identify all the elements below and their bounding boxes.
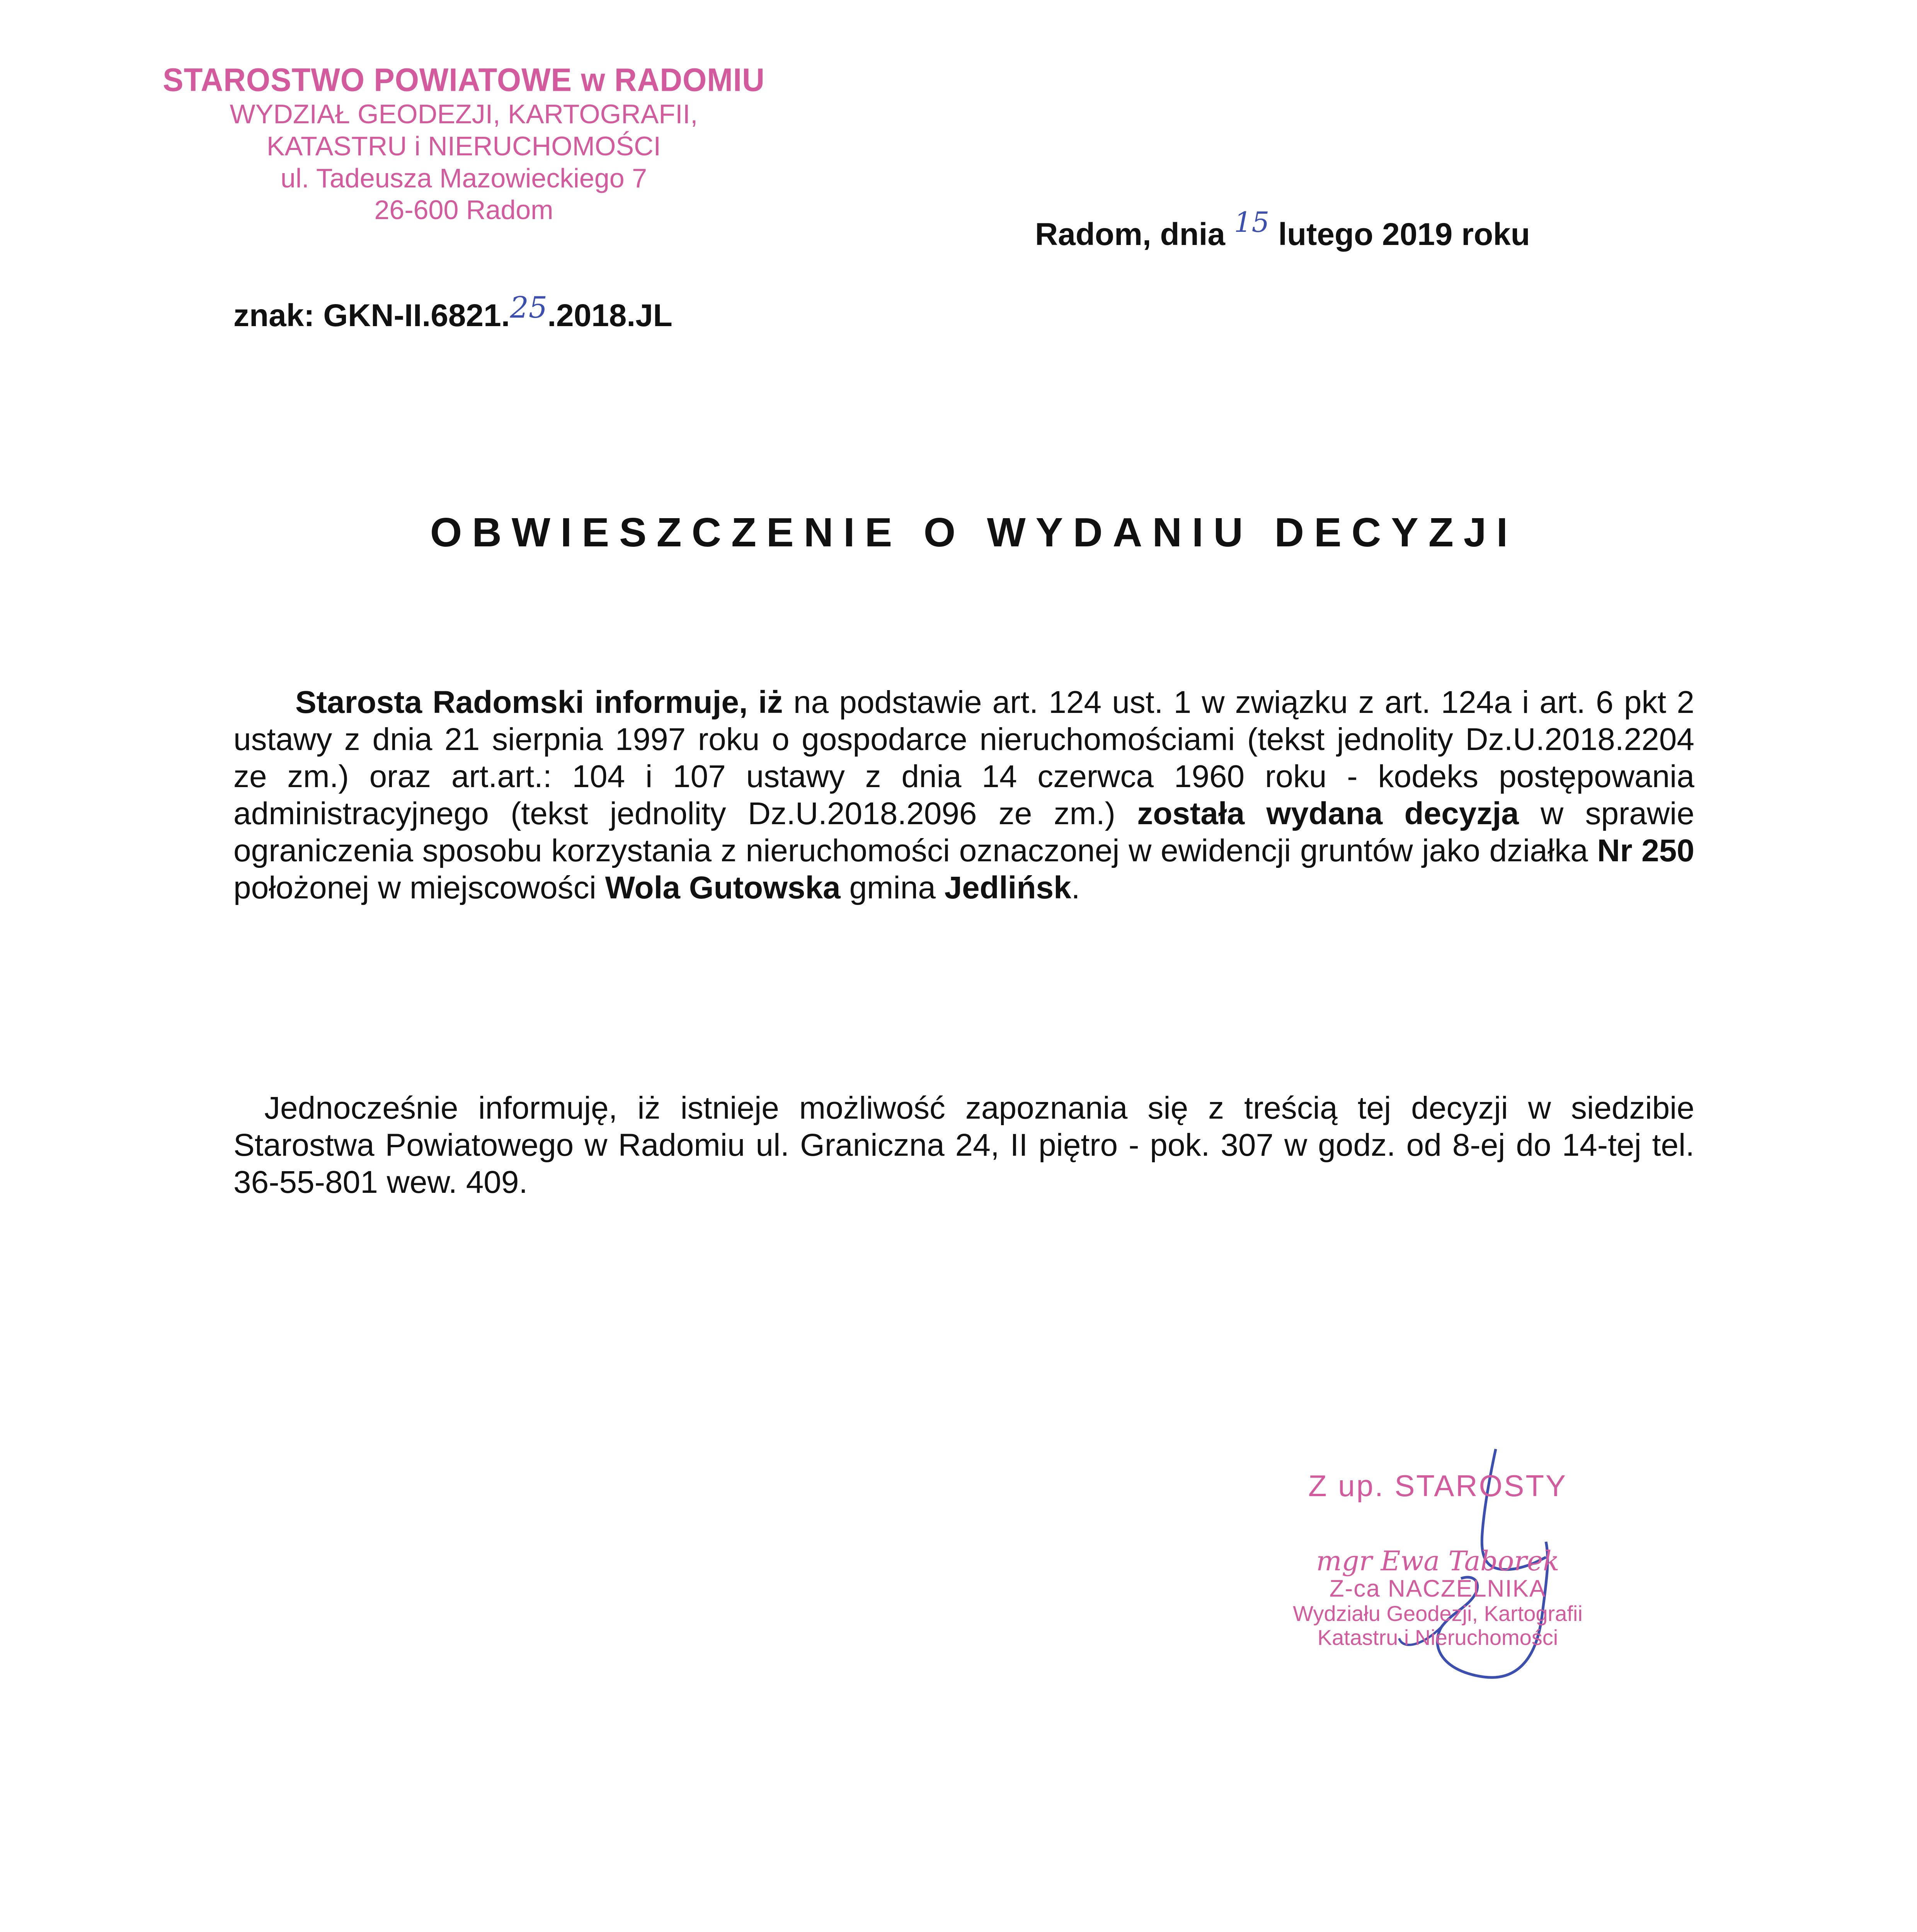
stamp-line-department-2: KATASTRU i NIERUCHOMOŚCI [266, 131, 661, 161]
p1-bold-commune-name: Jedlińsk [944, 870, 1071, 905]
reference-prefix: znak: GKN-II.6821. [233, 298, 510, 333]
signatory-name: mgr Ewa Taborek [1316, 1545, 1559, 1577]
signatory-role: Z-ca NACZELNIKA [1329, 1575, 1546, 1602]
p1-text-located: położonej w miejscowości [233, 870, 605, 905]
p1-bold-locality: Wola Gutowska [605, 870, 841, 905]
signature-stamp [1237, 1468, 1639, 1650]
p1-bold-plot-number: Nr 250 [1597, 833, 1694, 868]
document-date [1035, 206, 1530, 253]
office-stamp [162, 62, 765, 226]
reference-suffix: .2018.JL [547, 298, 672, 333]
p1-bold-decision: została wydana decyzja [1137, 796, 1519, 831]
p1-text-commune: gmina [840, 870, 945, 905]
stamp-line-street: ul. Tadeusza Mazowieckiego 7 [280, 163, 647, 193]
stamp-line-city: 26-600 Radom [374, 195, 553, 225]
document-title: OBWIESZCZENIE O WYDANIU DECYZJI [430, 510, 1518, 555]
signature-authority: Z up. STAROSTY [1308, 1469, 1568, 1503]
date-suffix: lutego 2019 roku [1269, 217, 1530, 252]
stamp-line-department: WYDZIAŁ GEODEZJI, KARTOGRAFII, [230, 99, 698, 129]
p1-bold-intro: Starosta Radomski informuje, iż [295, 685, 783, 720]
reference-number [233, 290, 672, 334]
p1-text-subject: w sprawie ograniczenia sposobu korzystania z nieruchomości oznaczonej w ewidencji gruntów jako działka [233, 796, 1695, 868]
reference-number-handwritten: 25 [510, 290, 548, 325]
signatory-department-2: Katastru i Nieruchomości [1317, 1625, 1558, 1650]
announcement-paragraph [233, 684, 1694, 906]
stamp-line-office: STAROSTWO POWIATOWE w RADOMIU [163, 61, 765, 98]
p1-text-end: . [1071, 870, 1080, 905]
p1-text-legal-basis: na podstawie art. 124 ust. 1 w związku z art. 124a i art. 6 pkt 2 ustawy z dnia 21 sierpnia 1997 roku o gospodarce nieruchomościami (tekst jednolity Dz.U.2018.2204 ze zm.) oraz art.art.: 104 i 107 ustawy z dnia 14 czerwca 1960 roku - kodeks postępowania administracyjnego (tekst jednolity Dz.U.2018.2096 ze zm.) [233, 685, 1694, 831]
date-day-handwritten: 15 [1234, 206, 1270, 238]
info-paragraph: Jednocześnie informuję, iż istnieje możliwość zapoznania się z treścią tej decyzji w siedzibie Starostwa Powiatowego w Radomiu ul. Graniczna 24, II piętro - pok. 307 w godz. od 8-ej do 14-tej tel. 36-55-801 wew. 409. [233, 1090, 1694, 1200]
date-prefix: Radom, dnia [1035, 217, 1234, 252]
signatory-department: Wydziału Geodezji, Kartografii [1293, 1601, 1583, 1626]
